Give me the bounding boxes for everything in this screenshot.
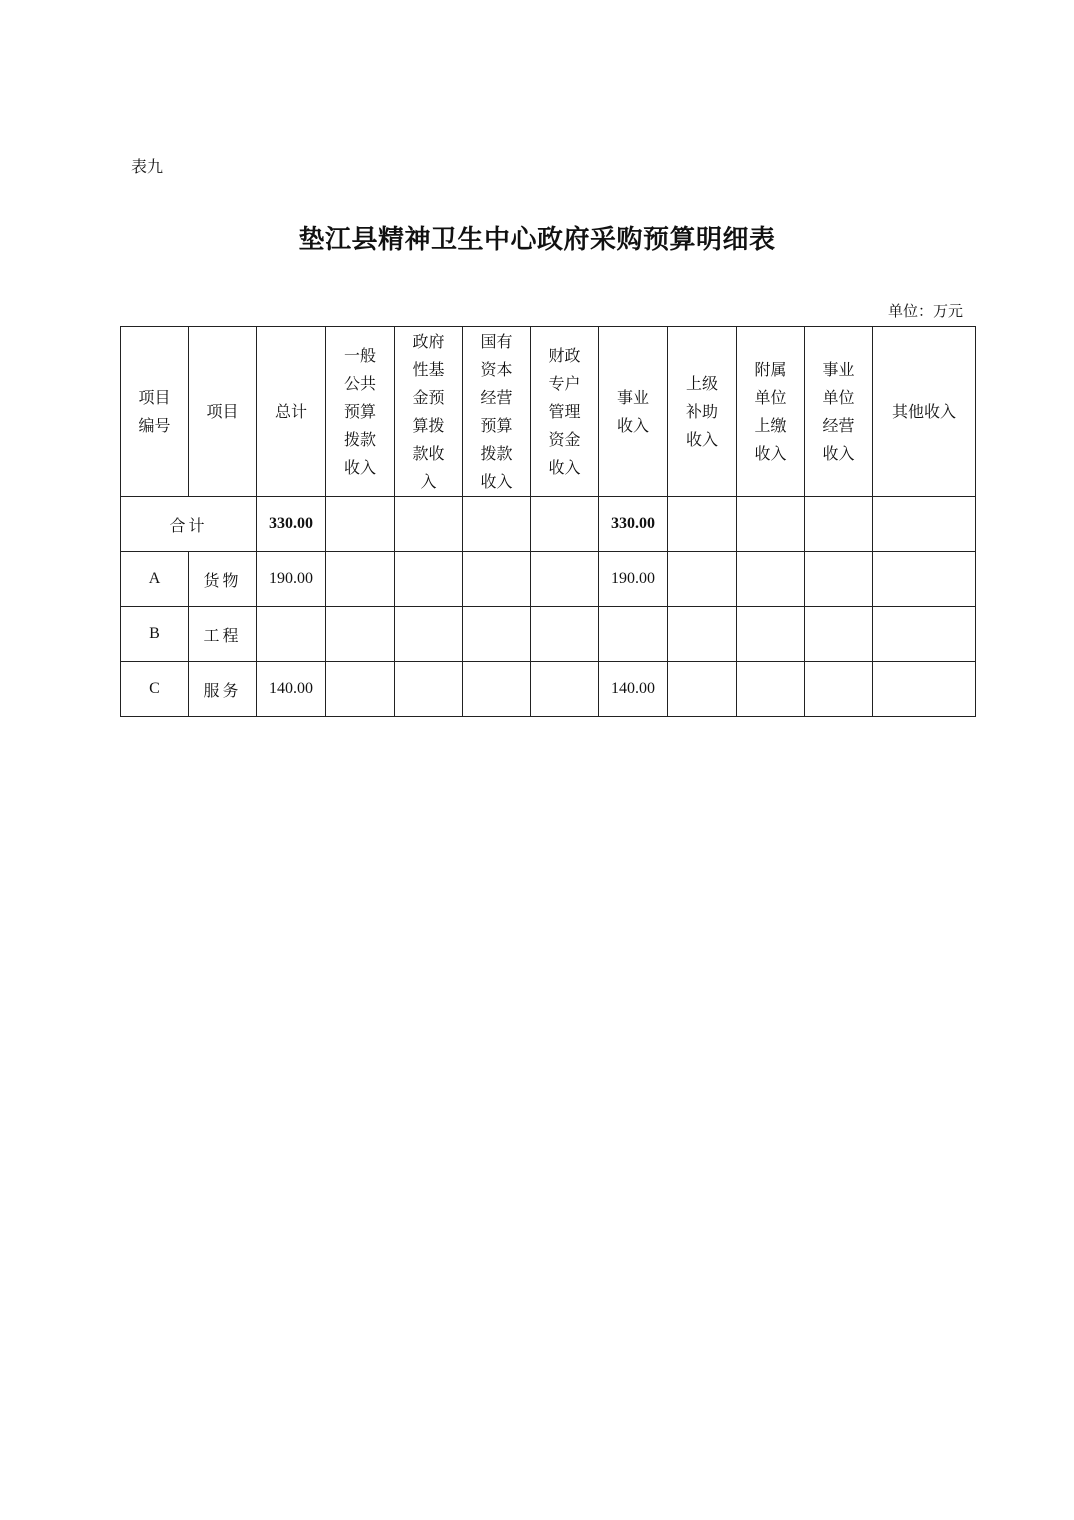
business-operation-cell	[805, 662, 873, 717]
state-capital-cell	[463, 552, 531, 607]
header-gov-fund	[395, 327, 463, 497]
other-income-cell	[873, 552, 976, 607]
superior-subsidy-cell	[668, 497, 737, 552]
state-capital-cell	[463, 607, 531, 662]
total-cell: 330.00	[257, 497, 326, 552]
header-project	[189, 327, 257, 497]
header-label: 总计	[274, 401, 307, 421]
header-superior-subsidy	[668, 327, 737, 497]
header-label: 项目编号	[138, 387, 171, 435]
general-budget-cell	[326, 497, 395, 552]
affiliated-unit-cell	[737, 607, 805, 662]
table-row	[121, 607, 976, 662]
header-total	[257, 327, 326, 497]
other-income-cell	[873, 662, 976, 717]
header-label: 项目	[206, 401, 239, 421]
total-cell: 190.00	[257, 552, 326, 607]
table-number-label: 表九	[131, 157, 164, 176]
project-code-cell: C	[121, 662, 189, 717]
superior-subsidy-cell	[668, 552, 737, 607]
gov-fund-cell	[395, 497, 463, 552]
project-code-cell: B	[121, 607, 189, 662]
header-project-code	[121, 327, 189, 497]
special-account-cell	[531, 497, 599, 552]
header-label: 事业收入	[616, 387, 649, 435]
business-operation-cell	[805, 607, 873, 662]
header-label: 附属单位上缴收入	[754, 359, 787, 463]
superior-subsidy-cell	[668, 662, 737, 717]
other-income-cell	[873, 607, 976, 662]
gov-fund-cell	[395, 662, 463, 717]
state-capital-cell	[463, 662, 531, 717]
table-row	[121, 662, 976, 717]
total-row	[121, 497, 976, 552]
special-account-cell	[531, 552, 599, 607]
unit-label: 单位：万元	[887, 302, 963, 320]
business-income-cell	[599, 607, 668, 662]
header-label: 国有资本经营预算拨款收入	[480, 331, 513, 491]
superior-subsidy-cell	[668, 607, 737, 662]
project-name-cell: 工程	[189, 607, 257, 662]
business-operation-cell	[805, 552, 873, 607]
header-special-account	[531, 327, 599, 497]
business-income-cell: 140.00	[599, 662, 668, 717]
table-row	[121, 552, 976, 607]
general-budget-cell	[326, 662, 395, 717]
state-capital-cell	[463, 497, 531, 552]
affiliated-unit-cell	[737, 497, 805, 552]
affiliated-unit-cell	[737, 552, 805, 607]
affiliated-unit-cell	[737, 662, 805, 717]
gov-fund-cell	[395, 607, 463, 662]
header-label: 政府性基金预算拨款收入	[412, 331, 445, 491]
business-income-cell: 190.00	[599, 552, 668, 607]
project-name-cell: 货物	[189, 552, 257, 607]
header-state-capital	[463, 327, 531, 497]
header-affiliated-unit	[737, 327, 805, 497]
header-label: 财政专户管理资金收入	[548, 345, 581, 477]
project-code-cell: A	[121, 552, 189, 607]
general-budget-cell	[326, 607, 395, 662]
procurement-budget-table	[120, 326, 976, 717]
gov-fund-cell	[395, 552, 463, 607]
header-business-operation	[805, 327, 873, 497]
total-cell: 140.00	[257, 662, 326, 717]
business-operation-cell	[805, 497, 873, 552]
header-business-income	[599, 327, 668, 497]
total-label: 合计	[121, 497, 257, 552]
header-other-income	[873, 327, 976, 497]
business-income-cell: 330.00	[599, 497, 668, 552]
header-label: 事业单位经营收入	[822, 359, 855, 463]
project-name-cell: 服务	[189, 662, 257, 717]
general-budget-cell	[326, 552, 395, 607]
special-account-cell	[531, 662, 599, 717]
special-account-cell	[531, 607, 599, 662]
page-title: 垫江县精神卫生中心政府采购预算明细表	[298, 225, 776, 255]
other-income-cell	[873, 497, 976, 552]
header-row	[121, 327, 976, 497]
header-label: 其他收入	[891, 401, 956, 421]
header-general-budget	[326, 327, 395, 497]
header-label: 上级补助收入	[685, 373, 718, 449]
total-cell	[257, 607, 326, 662]
header-label: 一般公共预算拨款收入	[343, 345, 376, 477]
